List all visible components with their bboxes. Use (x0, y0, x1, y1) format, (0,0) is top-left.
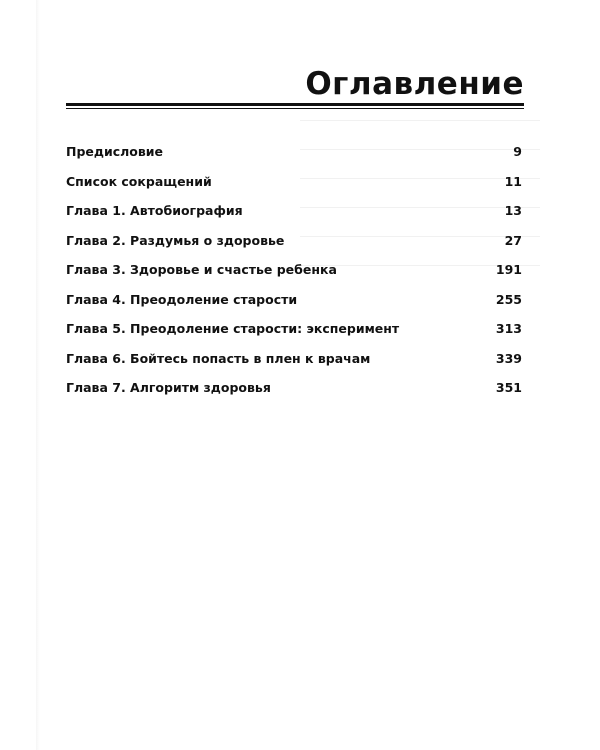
toc-entry-title: Список сокращений (66, 173, 212, 189)
toc-entry[interactable] (66, 351, 522, 381)
page-edge-shadow (36, 0, 40, 750)
toc-entry-page: 313 (495, 321, 522, 336)
toc-entry-page: 339 (495, 350, 522, 366)
toc-entry-title: Глава 4. Преодоление старости (66, 291, 298, 307)
toc-entry-title: Предисловие (66, 144, 164, 159)
table-of-contents (66, 144, 522, 410)
toc-entry-title: Глава 7. Алгоритм здоровья (66, 380, 271, 395)
toc-entry[interactable] (66, 292, 522, 322)
toc-entry[interactable] (66, 174, 522, 204)
page-title: Оглавление (305, 66, 524, 102)
toc-entry-page: 191 (495, 262, 522, 277)
toc-entry-page: 255 (495, 291, 522, 307)
title-rule-thick (66, 103, 524, 106)
toc-entry-page: 27 (504, 232, 522, 248)
toc-entry-title: Глава 6. Бойтесь попасть в плен к врачам (66, 350, 371, 366)
toc-entry[interactable] (66, 203, 522, 233)
toc-entry-page: 351 (495, 380, 522, 395)
toc-entry-page: 11 (504, 173, 522, 189)
toc-entry-page: 13 (504, 203, 522, 218)
toc-entry-title: Глава 3. Здоровье и счастье ребенка (66, 262, 337, 277)
toc-entry-title: Глава 5. Преодоление старости: эксперимент (66, 321, 400, 336)
toc-entry-page: 9 (513, 144, 522, 159)
toc-entry-title: Глава 2. Раздумья о здоровье (66, 232, 285, 248)
toc-entry[interactable] (66, 262, 522, 292)
toc-entry-title: Глава 1. Автобиография (66, 203, 243, 218)
toc-entry[interactable] (66, 380, 522, 410)
title-rule-thin (66, 108, 524, 109)
toc-entry[interactable] (66, 321, 522, 351)
toc-entry[interactable] (66, 233, 522, 263)
toc-entry[interactable] (66, 144, 522, 174)
